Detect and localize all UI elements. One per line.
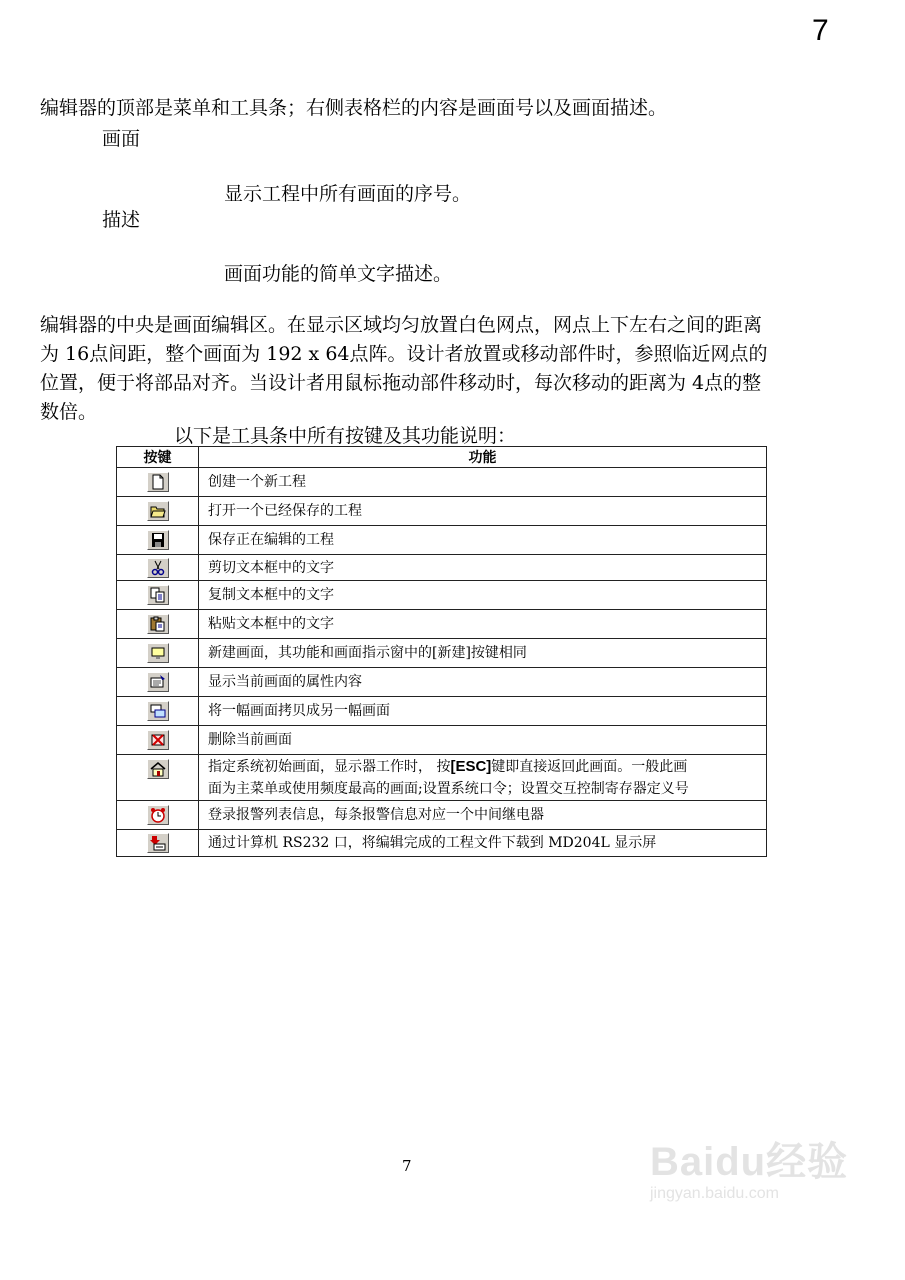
term-screen: 画面: [102, 128, 141, 150]
function-cell: 复制文本框中的文字: [199, 581, 767, 610]
copy-screen-icon: [147, 701, 169, 721]
function-cell: 删除当前画面: [199, 726, 767, 755]
table-row: [117, 468, 767, 497]
alarm-clock-icon: [147, 805, 169, 825]
delete-screen-icon: [147, 730, 169, 750]
function-cell: 打开一个已经保存的工程: [199, 497, 767, 526]
scissors-icon: [147, 558, 169, 578]
function-cell: 登录报警列表信息，每条报警信息对应一个中间继电器: [199, 801, 767, 830]
table-row: [117, 526, 767, 555]
open-folder-icon: [147, 501, 169, 521]
new-file-icon: [147, 472, 169, 492]
function-cell: 通过计算机 RS232 口，将编辑完成的工程文件下载到 MD204L 显示屏: [199, 830, 767, 857]
table-row: [117, 668, 767, 697]
home-icon: [147, 759, 169, 779]
save-disk-icon: [147, 530, 169, 550]
new-screen-icon: [147, 643, 169, 663]
function-cell: [199, 755, 767, 801]
paste-icon: [147, 614, 169, 634]
header-function: 功能: [199, 447, 767, 468]
table-row: [117, 801, 767, 830]
header-key: 按键: [117, 447, 199, 468]
watermark-url: jingyan.baidu.com: [650, 1185, 779, 1202]
term-description: 描述: [102, 209, 141, 231]
definition-screen: 显示工程中所有画面的序号。: [224, 183, 472, 205]
table-row: [117, 497, 767, 526]
home-row-text-b: 键即直接返回此画面。一般此画: [491, 758, 688, 775]
table-row: [117, 755, 767, 801]
page-number-bottom: 7: [402, 1157, 412, 1175]
function-cell: 剪切文本框中的文字: [199, 555, 767, 581]
table-row: [117, 555, 767, 581]
watermark-logo: Baidu经验: [650, 1140, 849, 1184]
download-icon: [147, 833, 169, 853]
toolbar-button-table: [116, 446, 767, 857]
esc-key-label: [ESC]: [450, 757, 492, 775]
table-row: [117, 610, 767, 639]
baidu-watermark: [650, 1130, 848, 1203]
paragraph-edit-area: 编辑器的中央是画面编辑区。在显示区域均匀放置白色网点，网点上下左右之间的距离为 16点间距，整个画面为 192 x 64点阵。设计者放置或移动部件时，参照临近网点的位置，便于将部品对齐。当设计者用鼠标拖动部件移动时，每次移动的距离为 4点的整数倍。: [40, 314, 768, 423]
function-cell: 粘贴文本框中的文字: [199, 610, 767, 639]
function-cell: 新建画面，其功能和画面指示窗中的[新建]按键相同: [199, 639, 767, 668]
function-cell: 保存正在编辑的工程: [199, 526, 767, 555]
function-cell: 将一幅画面拷贝成另一幅画面: [199, 697, 767, 726]
function-cell: 显示当前画面的属性内容: [199, 668, 767, 697]
definition-description: 画面功能的简单文字描述。: [224, 263, 453, 285]
table-row: [117, 639, 767, 668]
table-row: [117, 581, 767, 610]
screen-properties-icon: [147, 672, 169, 692]
copy-icon: [147, 585, 169, 605]
paragraph-toolbar-intro: 编辑器的顶部是菜单和工具条；右侧表格栏的内容是画面号以及画面描述。: [40, 97, 668, 119]
table-row: [117, 830, 767, 857]
home-row-line2: 面为主菜单或使用频度最高的画面;设置系统口令；设置交互控制寄存器定义号: [208, 780, 689, 797]
home-row-text-a: 指定系统初始画面，显示器工作时， 按: [208, 758, 451, 775]
function-cell: 创建一个新工程: [199, 468, 767, 497]
table-row: [117, 697, 767, 726]
table-intro: 以下是工具条中所有按键及其功能说明：: [174, 425, 517, 447]
table-row: [117, 726, 767, 755]
page-number-top: 7: [812, 14, 829, 47]
